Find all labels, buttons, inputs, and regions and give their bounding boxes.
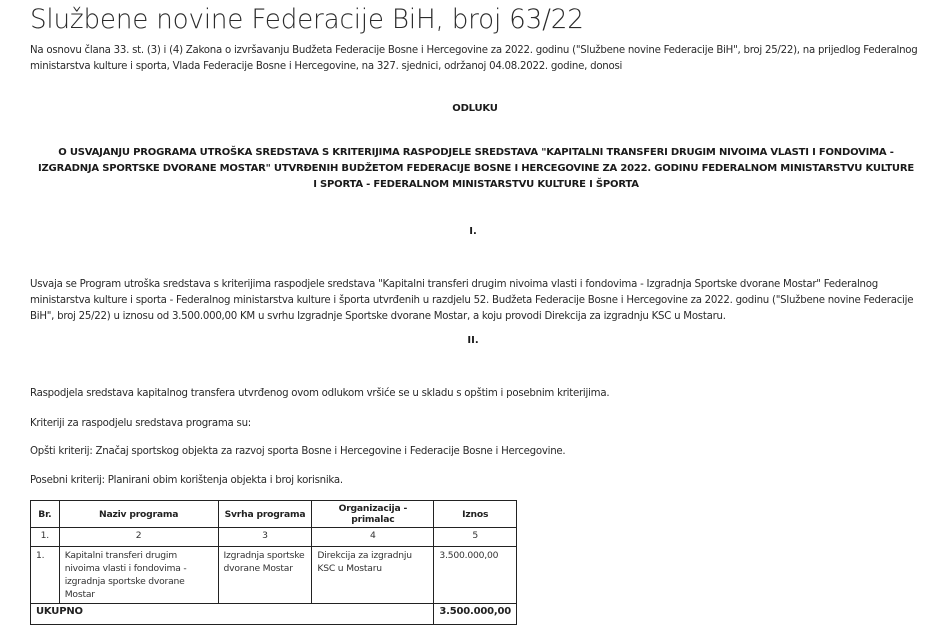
cell-naziv: Kapitalni transferi drugim nivoima vlasti i fondovima -izgradnja sportske dvorane Mostar	[59, 547, 218, 604]
program-table	[30, 500, 517, 625]
cell-iznos: 3.500.000,00	[434, 547, 517, 604]
colnum-5: 5	[434, 528, 517, 547]
table-column-numbers-row	[31, 528, 517, 547]
colnum-4: 4	[312, 528, 434, 547]
total-label: UKUPNO	[31, 604, 434, 625]
section-number-1: I.	[469, 226, 477, 237]
header-br: Br.	[31, 501, 60, 528]
total-value: 3.500.000,00	[434, 604, 517, 625]
header-iznos: Iznos	[434, 501, 517, 528]
table-total-row	[31, 604, 517, 625]
section-2-paragraph-1: Raspodjela sredstava kapitalnog transfera utvrđenog ovom odlukom vršiće se u skladu s opštim i posebnim kriterijima.	[30, 388, 610, 399]
decision-label: ODLUKU	[452, 103, 498, 114]
cell-organizacija: Direkcija za izgradnju KSC u Mostaru	[312, 547, 434, 604]
section-2-paragraph-2: Kriteriji za raspodjelu sredstava programa su:	[30, 418, 251, 429]
cell-br: 1.	[31, 547, 60, 604]
cell-svrha: Izgradnja sportske dvorane Mostar	[218, 547, 312, 604]
header-organizacija: Organizacija - primalac	[312, 501, 434, 528]
section-1-paragraph: Usvaja se Program utroška sredstava s kriterijima raspodjele sredstava "Kapitalni transferi drugim nivoima vlasti i fondovima - Izgradnja Sportske dvorane Mostar" Federalnog ministarstva kulture i sporta - Federalnog ministarstva kulture i športa utvrđenih u razdjelu 52. Budžeta Federacije Bosne i Hercegovine za 2022. godinu ("Službene novine Federacije BiH", broj 25/22) u iznosu od 3.500.000,00 KM u svrhu Izgradnje Sportske dvorane Mostar, a koju provodi Direkcija za izgradnju KSC u Mostaru.	[30, 279, 914, 322]
table-header-row	[31, 501, 517, 528]
colnum-1: 1.	[31, 528, 60, 547]
section-2-paragraph-4: Posebni kriterij: Planirani obim korištenja objekta i broj korisnika.	[30, 475, 343, 486]
decision-subject: O USVAJANJU PROGRAMA UTROŠKA SREDSTAVA S KRITERIJIMA RASPODJELE SREDSTAVA "KAPITALNI TRANSFERI DRUGIM NIVOIMA VLASTI I FONDOVIMA - IZGRADNJA SPORTSKE DVORANE MOSTAR" UTVRĐENIH BUDŽETOM FEDERACIJE BOSNE I HERCEGOVINE ZA 2022. GODINU FEDERALNOM MINISTARSTVU KULTURE I SPORTA - FEDERALNOM MINISTARSTVU KULTURE I ŠPORTA	[37, 147, 914, 190]
preamble-paragraph: Na osnovu člana 33. st. (3) i (4) Zakona o izvršavanju Budžeta Federacije Bosne i Hercegovine za 2022. godinu ("Službene novine Federacije BiH", broj 25/22), na prijedlog Federalnog ministarstva kulture i sporta, Vlada Federacije Bosne i Hercegovine, na 327. sjednici, održanoj 04.08.2022. godine, donosi	[30, 45, 918, 72]
page-title: Službene novine Federacije BiH, broj 63/22	[30, 4, 584, 35]
header-svrha: Svrha programa	[218, 501, 312, 528]
table-row	[31, 547, 517, 604]
header-naziv: Naziv programa	[59, 501, 218, 528]
section-number-2: II.	[467, 335, 479, 346]
colnum-2: 2	[59, 528, 218, 547]
colnum-3: 3	[218, 528, 312, 547]
section-2-paragraph-3: Opšti kriterij: Značaj sportskog objekta za razvoj sporta Bosne i Hercegovine i Federacije Bosne i Hercegovine.	[30, 446, 566, 457]
